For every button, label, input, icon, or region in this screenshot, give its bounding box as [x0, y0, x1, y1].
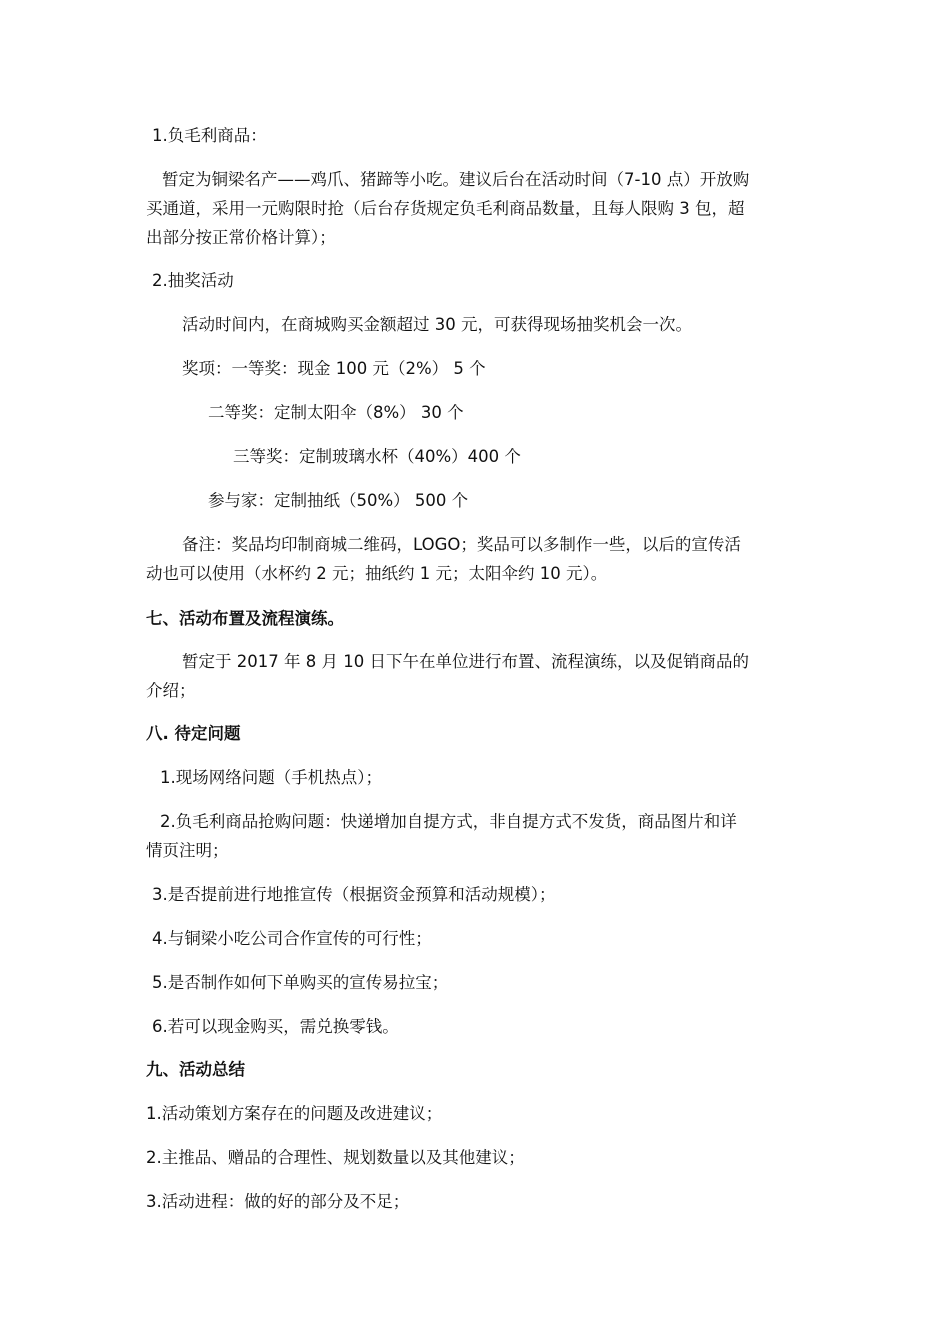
item1-line: 暂定为铜梁名产——鸡爪、猪蹄等小吃。建议后台在活动时间（7-10 点）开放购: [162, 170, 750, 189]
note-line: 备注：奖品均印制商城二维码，LOGO；奖品可以多制作一些，以后的宣传活: [182, 535, 741, 554]
section8-heading: 八. 待定问题: [146, 724, 241, 743]
section8-item: 情页注明；: [146, 841, 229, 860]
section8-item: 2.负毛利商品抢购问题：快递增加自提方式，非自提方式不发货，商品图片和详: [160, 812, 737, 831]
section8-item: 5.是否制作如何下单购买的宣传易拉宝；: [152, 973, 449, 992]
item1-title: 1.负毛利商品：: [152, 126, 267, 145]
note-line: 动也可以使用（水杯约 2 元；抽纸约 1 元；太阳伞约 10 元）。: [146, 564, 608, 583]
section7-line: 介绍；: [146, 681, 196, 700]
item2-desc: 活动时间内，在商城购买金额超过 30 元，可获得现场抽奖机会一次。: [182, 315, 692, 334]
item1-line: 买通道，采用一元购限时抢（后台存货规定负毛利商品数量，且每人限购 3 包，超: [146, 199, 745, 218]
section9-item: 3.活动进程：做的好的部分及不足；: [146, 1192, 410, 1211]
section8-item: 4.与铜梁小吃公司合作宣传的可行性；: [152, 929, 432, 948]
section8-item: 6.若可以现金购买，需兑换零钱。: [152, 1017, 399, 1036]
prize-line: 奖项：一等奖：现金 100 元（2%） 5 个: [182, 359, 486, 378]
item2-title: 2.抽奖活动: [152, 271, 234, 290]
item1-line: 出部分按正常价格计算）；: [146, 228, 336, 247]
section9-item: 2.主推品、赠品的合理性、规划数量以及其他建议；: [146, 1148, 525, 1167]
prize-line: 三等奖：定制玻璃水杯（40%）400 个: [233, 447, 521, 466]
prize-line: 二等奖：定制太阳伞（8%） 30 个: [208, 403, 464, 422]
section7-heading: 七、活动布置及流程演练。: [146, 609, 344, 628]
section9-item: 1.活动策划方案存在的问题及改进建议；: [146, 1104, 443, 1123]
section8-item: 1.现场网络问题（手机热点）；: [160, 768, 382, 787]
prize-line: 参与家：定制抽纸（50%） 500 个: [208, 491, 469, 510]
section8-item: 3.是否提前进行地推宣传（根据资金预算和活动规模）；: [152, 885, 556, 904]
section7-line: 暂定于 2017 年 8 月 10 日下午在单位进行布置、流程演练，以及促销商品的: [182, 652, 749, 671]
section9-heading: 九、活动总结: [146, 1060, 245, 1079]
